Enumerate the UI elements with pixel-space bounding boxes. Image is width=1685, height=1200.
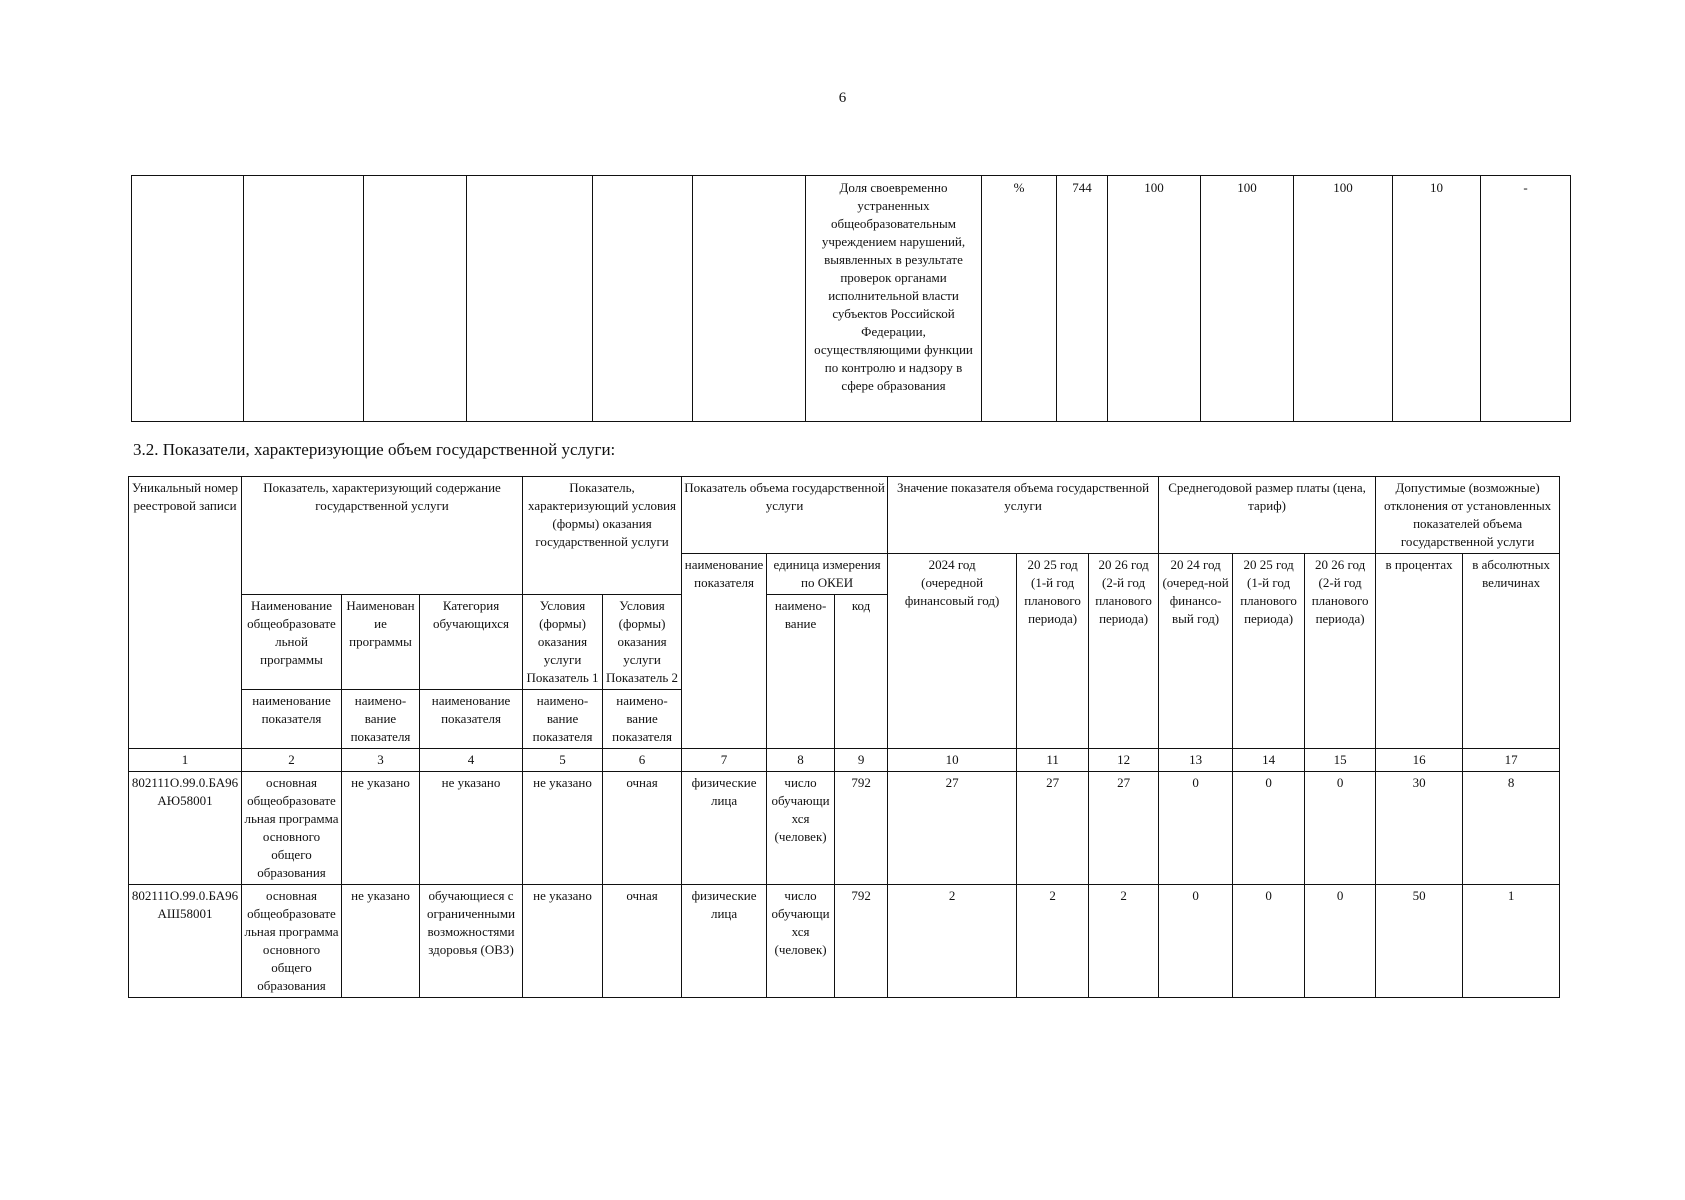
- value-2026: 2: [1089, 885, 1159, 998]
- header-conditions-indicator: Показатель, характеризующий условия (формы) оказания государственной услуги: [523, 477, 682, 595]
- section-heading: 3.2. Показатели, характеризующие объем государственной услуги:: [133, 440, 616, 459]
- value-2026: 27: [1089, 772, 1159, 885]
- year-2026-note: (2-й год планового периода): [1095, 575, 1152, 626]
- value-2026: 100: [1294, 176, 1393, 422]
- column-number: 4: [420, 749, 523, 772]
- program: не указано: [342, 885, 420, 998]
- column-number: 10: [888, 749, 1017, 772]
- page-number: 6: [838, 90, 847, 106]
- year-2025-note: (1-й год планового периода): [1024, 575, 1081, 626]
- column-number: 6: [603, 749, 682, 772]
- header-volume-indicator: Показатель объема государственной услуги: [682, 477, 888, 554]
- header-sub-name: наимено-вание показателя: [523, 690, 603, 749]
- header-in-absolute: в абсолютных величинах: [1463, 554, 1560, 749]
- fee-2024: 0: [1159, 772, 1233, 885]
- table-row: [129, 885, 1560, 998]
- column-number: 9: [835, 749, 888, 772]
- column-number: 3: [342, 749, 420, 772]
- empty-cell: [364, 176, 467, 422]
- fee-2026-label: 20 26 год: [1314, 557, 1366, 572]
- column-number: 7: [682, 749, 767, 772]
- volume-indicators-table: [128, 476, 1560, 998]
- deviation-absolute: 1: [1463, 885, 1560, 998]
- unit-name: число обучающихся (человек): [767, 772, 835, 885]
- header-allowed-deviations: Допустимые (возможные) отклонения от установленных показателей объема государственной услуги: [1376, 477, 1560, 554]
- condition-2: очная: [603, 885, 682, 998]
- fee-2025-note: (1-й год планового периода): [1240, 575, 1297, 626]
- program-name: основная общеобразовательная программа основного общего образования: [242, 772, 342, 885]
- okei-code: 744: [1057, 176, 1108, 422]
- column-number-row: [129, 749, 1560, 772]
- column-number: 2: [242, 749, 342, 772]
- year-2024-note: (очередной финансовый год): [904, 575, 1000, 608]
- deviation-absolute: -: [1481, 176, 1571, 422]
- unit-name: число обучающихся (человек): [767, 885, 835, 998]
- header-content-indicator: Показатель, характеризующий содержание государственной услуги: [242, 477, 523, 595]
- empty-cell: [244, 176, 364, 422]
- deviation-percent: 30: [1376, 772, 1463, 885]
- header-unit-okei: единица измерения по ОКЕИ: [767, 554, 888, 595]
- year-2026-label: 20 26 год: [1098, 557, 1149, 572]
- header-year-2026: [1089, 554, 1159, 749]
- header-unit-name: наимено-вание: [767, 595, 835, 749]
- column-number: 17: [1463, 749, 1560, 772]
- header-fee-2026: [1305, 554, 1376, 749]
- category: не указано: [420, 772, 523, 885]
- empty-cell: [693, 176, 806, 422]
- quality-indicators-continuation-table: [131, 175, 1571, 422]
- header-fee-2025: [1233, 554, 1305, 749]
- empty-cell: [467, 176, 593, 422]
- fee-2025: 0: [1233, 772, 1305, 885]
- header-in-percent: в процентах: [1376, 554, 1463, 749]
- header-indicator-name: наименование показателя: [682, 554, 767, 749]
- fee-2024-label: 20 24 год: [1170, 557, 1221, 572]
- column-number: 11: [1017, 749, 1089, 772]
- value-2025: 100: [1201, 176, 1294, 422]
- fee-2024: 0: [1159, 885, 1233, 998]
- header-sub-name: наименование показателя: [420, 690, 523, 749]
- header-program-name: Наименование общеобразовательной программы: [242, 595, 342, 690]
- deviation-percent: 10: [1393, 176, 1481, 422]
- condition-1: не указано: [523, 885, 603, 998]
- indicator: физические лица: [682, 772, 767, 885]
- column-number: 16: [1376, 749, 1463, 772]
- fee-2025: 0: [1233, 885, 1305, 998]
- column-number: 14: [1233, 749, 1305, 772]
- category: обучающиеся с ограниченными возможностями здоровья (ОВЗ): [420, 885, 523, 998]
- column-number: 15: [1305, 749, 1376, 772]
- value-2025: 27: [1017, 772, 1089, 885]
- header-year-2025: [1017, 554, 1089, 749]
- header-category: Категория обучающихся: [420, 595, 523, 690]
- header-fee-2024: [1159, 554, 1233, 749]
- unit-code: 792: [835, 772, 888, 885]
- header-sub-name: наимено-вание показателя: [342, 690, 420, 749]
- fee-2026-note: (2-й год планового периода): [1311, 575, 1369, 626]
- column-number: 1: [129, 749, 242, 772]
- indicator: физические лица: [682, 885, 767, 998]
- header-sub-name: наимено-вание показателя: [603, 690, 682, 749]
- header-program: Наименование программы: [342, 595, 420, 690]
- unit: %: [982, 176, 1057, 422]
- value-2024: 27: [888, 772, 1017, 885]
- column-number: 13: [1159, 749, 1233, 772]
- unit-code: 792: [835, 885, 888, 998]
- header-sub-name: наименование показателя: [242, 690, 342, 749]
- header-condition-1: Условия (формы) оказания услуги Показатель 1: [523, 595, 603, 690]
- fee-2026: 0: [1305, 772, 1376, 885]
- column-number: 12: [1089, 749, 1159, 772]
- condition-2: очная: [603, 772, 682, 885]
- header-volume-value: Значение показателя объема государственной услуги: [888, 477, 1159, 554]
- deviation-absolute: 8: [1463, 772, 1560, 885]
- column-number: 5: [523, 749, 603, 772]
- program-name: основная общеобразовательная программа основного общего образования: [242, 885, 342, 998]
- program: не указано: [342, 772, 420, 885]
- header-condition-2: Условия (формы) оказания услуги Показатель 2: [603, 595, 682, 690]
- fee-2025-label: 20 25 год: [1243, 557, 1294, 572]
- fee-2024-note: (очеред-ной финансо-вый год): [1162, 575, 1229, 626]
- header-row: [129, 477, 1560, 554]
- condition-1: не указано: [523, 772, 603, 885]
- year-2025-label: 20 25 год: [1027, 557, 1078, 572]
- deviation-percent: 50: [1376, 885, 1463, 998]
- column-number: 8: [767, 749, 835, 772]
- fee-2026: 0: [1305, 885, 1376, 998]
- header-unit-code: код: [835, 595, 888, 749]
- registry-number: 802111О.99.0.БА96АЮ58001: [129, 772, 242, 885]
- table-row: [132, 176, 1571, 422]
- value-2025: 2: [1017, 885, 1089, 998]
- table-row: [129, 772, 1560, 885]
- value-2024: 2: [888, 885, 1017, 998]
- value-2024: 100: [1108, 176, 1201, 422]
- empty-cell: [593, 176, 693, 422]
- header-registry-number: Уникальный номер реестровой записи: [129, 477, 242, 749]
- header-average-fee: Среднегодовой размер платы (цена, тариф): [1159, 477, 1376, 554]
- registry-number: 802111О.99.0.БА96АШ58001: [129, 885, 242, 998]
- empty-cell: [132, 176, 244, 422]
- header-year-2024: [888, 554, 1017, 749]
- year-2024-label: 2024 год: [928, 557, 976, 572]
- indicator-name: Доля своевременно устраненных общеобразовательным учреждением нарушений, выявленных в результате проверок органами исполнительной власти субъектов Российской Федерации, осуществляющими функции по контролю и надзору в сфере образования: [806, 176, 982, 422]
